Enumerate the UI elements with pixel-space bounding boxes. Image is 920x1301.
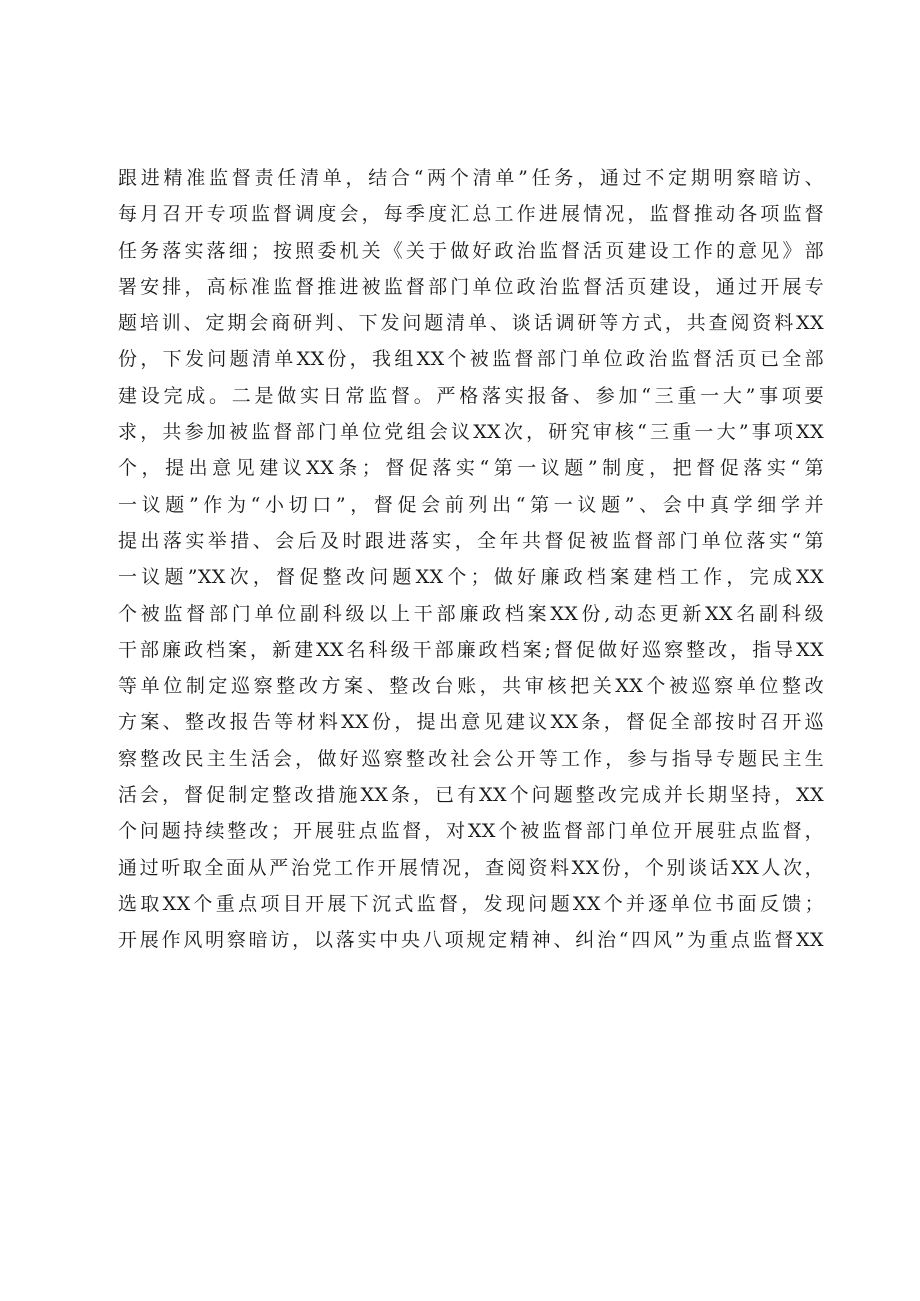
- text-line: 开展作风明察暗访，以落实中央八项规定精神、纠治“四风”为重点监督XX: [118, 929, 824, 952]
- text-line: 建设完成。二是做实日常监督。严格落实报备、参加“三重一大”事项要: [118, 384, 824, 407]
- text-line: 察整改民主生活会，做好巡察整改社会公开等工作，参与指导专题民主生: [118, 747, 824, 770]
- text-line: 提出落实举措、会后及时跟进落实，全年共督促被监督部门单位落实“第: [118, 529, 824, 552]
- text-line: 通过听取全面从严治党工作开展情况，查阅资料XX份，个别谈话XX人次，: [118, 856, 824, 879]
- text-line: 个被监督部门单位副科级以上干部廉政档案XX份,动态更新XX名副科级: [118, 602, 824, 625]
- text-line: 个，提出意见建议XX条；督促落实“第一议题”制度，把督促落实“第: [118, 457, 824, 480]
- text-line: 份，下发问题清单XX份，我组XX个被监督部门单位政治监督活页已全部: [118, 348, 824, 371]
- text-line: 求，共参加被监督部门单位党组会议XX次，研究审核“三重一大”事项XX: [118, 421, 824, 444]
- text-line: 每月召开专项监督调度会，每季度汇总工作进展情况，监督推动各项监督: [118, 203, 824, 226]
- text-line: 任务落实落细；按照委机关《关于做好政治监督活页建设工作的意见》部: [118, 239, 824, 262]
- text-line: 跟进精准监督责任清单，结合“两个清单”任务，通过不定期明察暗访、: [118, 167, 824, 189]
- text-line: 署安排，高标准监督推进被监督部门单位政治监督活页建设，通过开展专: [118, 275, 824, 298]
- text-line: 干部廉政档案，新建XX名科级干部廉政档案;督促做好巡察整改，指导XX: [118, 638, 824, 661]
- text-line: 方案、整改报告等材料XX份，提出意见建议XX条，督促全部按时召开巡: [118, 711, 824, 734]
- text-line: 等单位制定巡察整改方案、整改台账，共审核把关XX个被巡察单位整改: [118, 675, 824, 698]
- text-line: 活会，督促制定整改措施XX条，已有XX个问题整改完成并长期坚持，XX: [118, 784, 824, 807]
- text-line: 题培训、定期会商研判、下发问题清单、谈话调研等方式，共查阅资料XX: [118, 312, 824, 335]
- text-line: 个问题持续整改；开展驻点监督，对XX个被监督部门单位开展驻点监督，: [118, 820, 824, 843]
- body-paragraph: [118, 160, 824, 959]
- text-line: 一议题”作为“小切口”，督促会前列出“第一议题”、会中真学细学并: [118, 493, 824, 516]
- text-line: 选取XX个重点项目开展下沉式监督，发现问题XX个并逐单位书面反馈；: [118, 892, 824, 915]
- text-line: 一议题”XX次，督促整改问题XX个；做好廉政档案建档工作，完成XX: [118, 566, 824, 589]
